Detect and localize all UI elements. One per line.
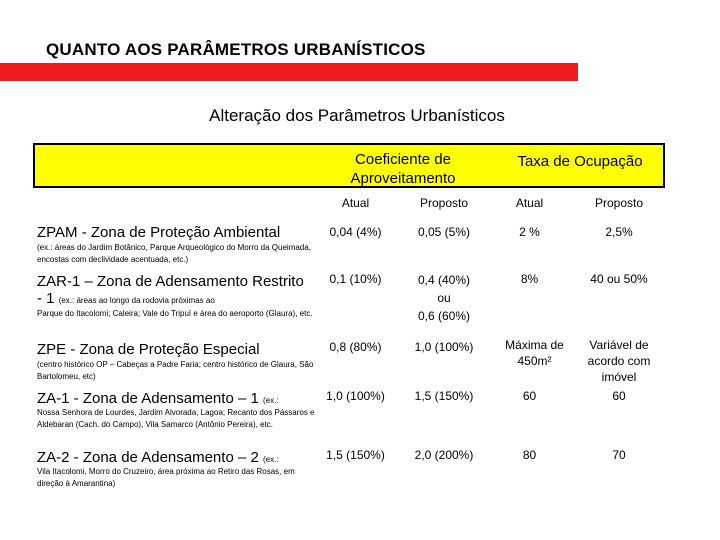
zone-zpam-desc: (ex.: áreas do Jardim Botânico, Parque Arqueológico do Morro da Queimada, encostas com declividade acentuada, etc.) bbox=[37, 243, 311, 264]
zpam-taxa-proposto: 2,5% bbox=[605, 225, 633, 239]
za2-coef-proposto: 2,0 (200%) bbox=[414, 448, 474, 462]
za2-taxa-atual: 80 bbox=[522, 448, 537, 462]
za1-coef-proposto: 1,5 (150%) bbox=[414, 389, 474, 403]
zar1-taxa-atual: 8% bbox=[520, 272, 539, 286]
zone-za2-name: ZA-2 - Zona de Adensamento – 2 (ex.: bbox=[37, 449, 279, 466]
zone-za2-desc: Vila Itacolomi, Morro do Cruzeiro, área próxima ao Retiro das Rosas, em direção à Amarantina) bbox=[37, 467, 295, 488]
zone-za1-desc: Nossa Senhora de Lourdes, Jardim Alvorada, Lagoa; Recanto dos Pássaros e Aldebaran (Cach. do Campo), Vila Samarco (Antônio Pereira), etc. bbox=[37, 408, 315, 429]
zone-zpe-desc: (centro histórico OP – Cabeças a Padre Faria; centro histórico de Glaura, São Bartolomeu, etc) bbox=[37, 360, 314, 381]
zpe-coef-atual: 0,8 (80%) bbox=[329, 340, 382, 354]
zpe-taxa-proposto: Variável de acordo com imóvel bbox=[587, 338, 651, 384]
zone-zpam-name: ZPAM - Zona de Proteção Ambiental bbox=[37, 224, 281, 241]
zar1-coef-atual: 0,1 (10%) bbox=[329, 272, 382, 286]
za2-coef-atual: 1,5 (150%) bbox=[326, 448, 385, 462]
zone-zar1-name: ZAR-1 – Zona de Adensamento Restrito - 1 (ex.: áreas ao longo da rodovia próximas ao bbox=[37, 273, 304, 307]
zone-za1-name: ZA-1 - Zona de Adensamento – 1 (ex.: bbox=[37, 390, 279, 407]
zpam-coef-proposto: 0,05 (5%) bbox=[417, 225, 471, 239]
za2-taxa-proposto: 70 bbox=[612, 448, 626, 462]
zone-zpe-name: ZPE - Zona de Proteção Especial bbox=[37, 341, 260, 358]
page-title: QUANTO AOS PARÂMETROS URBANÍSTICOS bbox=[46, 40, 426, 59]
subheader-coef-proposto: Proposto bbox=[419, 196, 469, 210]
zone-zar1-desc: Parque do Itacolomi; Caleira; Vale do Tripuí e área do aeroporto (Glaura), etc. bbox=[37, 309, 313, 318]
za1-taxa-atual: 60 bbox=[522, 389, 537, 403]
subheader-taxa-atual: Atual bbox=[515, 196, 544, 210]
za1-taxa-proposto: 60 bbox=[612, 389, 626, 403]
title-accent-bar bbox=[0, 63, 578, 81]
zar1-taxa-proposto: 40 ou 50% bbox=[590, 272, 648, 286]
zpam-coef-atual: 0,04 (4%) bbox=[329, 225, 382, 239]
subheader-coef-atual: Atual bbox=[341, 196, 370, 210]
header-taxa-ocupacao: Taxa de Ocupação bbox=[517, 153, 643, 170]
zpam-taxa-atual: 2 % bbox=[519, 225, 540, 239]
zpe-coef-proposto: 1,0 (100%) bbox=[414, 340, 474, 354]
table-title: Alteração dos Parâmetros Urbanísticos bbox=[209, 106, 505, 125]
header-coeficiente: Coeficiente de Aproveitamento bbox=[350, 151, 456, 187]
subheader-taxa-proposto: Proposto bbox=[594, 196, 644, 210]
zar1-coef-proposto: 0,4 (40%) ou 0,6 (60%) bbox=[417, 273, 471, 323]
za1-coef-atual: 1,0 (100%) bbox=[326, 389, 385, 403]
zpe-taxa-atual: Máxima de 450m² bbox=[505, 338, 564, 368]
